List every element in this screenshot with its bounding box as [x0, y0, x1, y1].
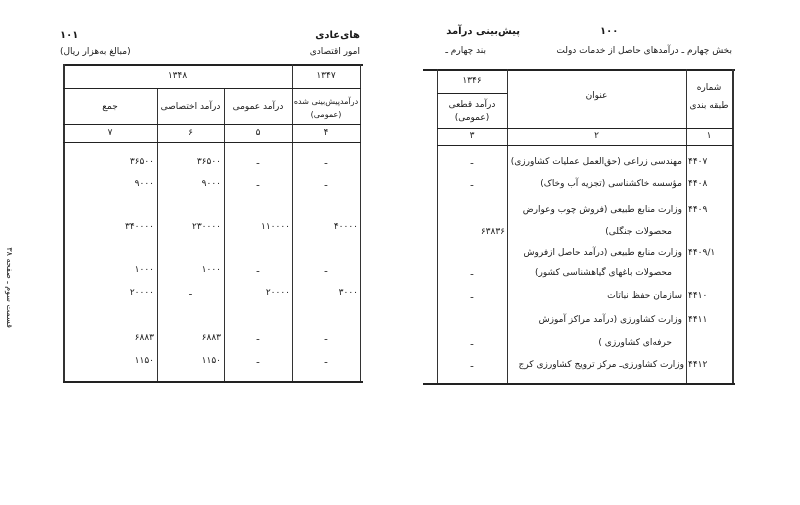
table-border — [360, 64, 361, 382]
table-bottom-rule — [63, 381, 363, 383]
cell-general: ـ — [256, 333, 260, 343]
year-divider — [63, 88, 361, 89]
colnum-6: ۶ — [188, 128, 193, 138]
header-bottom-rule — [63, 124, 361, 125]
colnum-5: ۵ — [255, 128, 261, 138]
right-section-title: بخش چهارم ـ درآمدهای حاصل از خدمات دولت — [556, 46, 732, 56]
row-code: ۴۴۱۱ — [688, 315, 708, 325]
header-forecast-general: (عمومی) — [310, 110, 342, 119]
row-title: وزارت کشاورزی‌ـ مرکز ترویج کشاورزی کرج — [518, 360, 684, 370]
right-page-number: ۱۰۰ — [600, 26, 619, 37]
row-code: ۴۴۱۲ — [688, 360, 708, 370]
column-divider — [686, 69, 687, 383]
header-year-1347: ۱۳۴۷ — [316, 71, 336, 81]
row-actual: ـ — [470, 268, 474, 278]
row-actual: ـ — [470, 338, 474, 348]
header-general-revenue: درآمد عمومی — [232, 102, 284, 112]
left-page-number: ۱۰۱ — [60, 30, 79, 41]
cell-general: ـ — [256, 157, 260, 167]
colnum-bottom-rule — [63, 142, 361, 143]
side-note: قسمت سوم ـ صفحه ۳۸ — [5, 247, 14, 328]
cell-special: ۶۸۸۳ — [201, 333, 221, 343]
cell-total: ۳۴۰۰۰۰ — [124, 222, 154, 232]
table-bottom-rule — [423, 383, 735, 385]
row-title: مؤسسه خاکشناسی (تجزیه آب وخاک) — [540, 179, 682, 189]
row-actual: ـ — [470, 291, 474, 301]
header-actual-revenue-general: (عمومی) — [454, 113, 490, 123]
row-title: مهندسی زراعی (حق‌العمل عملیات کشاورزی) — [510, 157, 682, 167]
cell-total: ۱۰۰۰ — [134, 265, 154, 275]
cell-special: ۱۱۵۰ — [201, 356, 221, 366]
table-top-rule — [423, 69, 735, 71]
cell-forecast: ۳۰۰۰ — [338, 288, 358, 298]
row-title-cont: محصولات باغهای گیاهشناسی کشور) — [535, 268, 672, 278]
cell-total: ۹۰۰۰ — [134, 179, 154, 189]
header-classification-1: شماره — [696, 83, 722, 93]
cell-forecast: ـ — [324, 157, 328, 167]
row-code: ۴۴۰۹/۱ — [688, 248, 716, 258]
table-border — [732, 69, 734, 383]
header-actual-revenue: درآمد قطعی — [448, 100, 496, 110]
colnum-bottom-rule — [437, 145, 733, 146]
header-year-1346: ۱۳۴۶ — [462, 76, 482, 86]
row-title-cont: حرفه‌ای کشاورزی ) — [598, 338, 672, 348]
header-total: جمع — [102, 102, 118, 112]
colnum-1: ۱ — [706, 131, 712, 141]
row-actual: ۶۳۸۳۶ — [480, 227, 505, 237]
cell-special: ۳۶۵۰۰ — [196, 157, 221, 167]
right-subsection: بند چهارم ـ — [445, 46, 486, 56]
cell-total: ۶۸۸۳ — [134, 333, 154, 343]
cell-total: ۱۱۵۰ — [134, 356, 154, 366]
row-code: ۴۴۱۰ — [688, 291, 708, 301]
header-year-1348: ۱۳۴۸ — [167, 71, 188, 81]
cell-forecast: ـ — [324, 333, 328, 343]
row-code: ۴۴۰۹ — [688, 205, 708, 215]
row-title-cont: محصولات جنگلی) — [605, 227, 672, 237]
colnum-7: ۷ — [107, 128, 113, 138]
row-title: وزارت کشاورزی (درآمد مراکز آموزش — [538, 315, 682, 325]
row-title: وزارت منابع طبیعی (درآمد حاصل ازفروش — [523, 248, 682, 258]
right-page-title: پیش‌بینی درآمد — [446, 26, 520, 37]
cell-total: ۳۶۵۰۰ — [129, 157, 154, 167]
cell-special: ۹۰۰۰ — [201, 179, 221, 189]
colnum-4: ۴ — [323, 128, 329, 138]
cell-total: ۲۰۰۰۰ — [129, 288, 154, 298]
left-page-title: های‌عادی — [315, 30, 360, 41]
cell-general: ۲۰۰۰۰ — [265, 288, 290, 298]
cell-special: ۲۳۰۰۰۰ — [191, 222, 221, 232]
header-classification-2: طبقه بندی — [689, 101, 729, 111]
left-section-title: امور اقتصادی — [309, 47, 360, 57]
cell-forecast: ـ — [324, 265, 328, 275]
cell-special: ـ — [189, 288, 192, 298]
cell-general: ـ — [256, 179, 260, 189]
cell-forecast: ۴۰۰۰۰ — [333, 222, 358, 232]
units-note: (مبالغ به‌هزار ریال) — [60, 47, 131, 57]
header-title: عنوان — [585, 91, 608, 101]
row-title: وزارت منابع طبیعی (فروش چوب وعوارض — [522, 205, 682, 215]
row-code: ۴۴۰۷ — [688, 157, 708, 167]
cell-general: ۱۱۰۰۰۰ — [260, 222, 290, 232]
column-divider — [507, 69, 508, 383]
colnum-2: ۲ — [594, 131, 599, 141]
year-divider — [437, 93, 507, 94]
row-code: ۴۴۰۸ — [688, 179, 708, 189]
row-actual: ـ — [470, 360, 474, 370]
row-title: سازمان حفظ نباتات — [607, 291, 682, 301]
header-bottom-rule — [437, 128, 733, 129]
colnum-3: ۳ — [469, 131, 475, 141]
cell-special: ۱۰۰۰ — [201, 265, 221, 275]
header-special-revenue: درآمد اختصاصی — [160, 102, 221, 112]
row-actual: ـ — [470, 179, 474, 189]
cell-general: ـ — [256, 356, 260, 366]
cell-general: ـ — [256, 265, 260, 275]
table-top-rule — [63, 64, 363, 66]
cell-forecast: ـ — [324, 179, 328, 189]
row-actual: ـ — [470, 157, 474, 167]
cell-forecast: ـ — [324, 356, 328, 366]
header-forecast: درآمدپیش‌بینی شده — [293, 97, 359, 106]
